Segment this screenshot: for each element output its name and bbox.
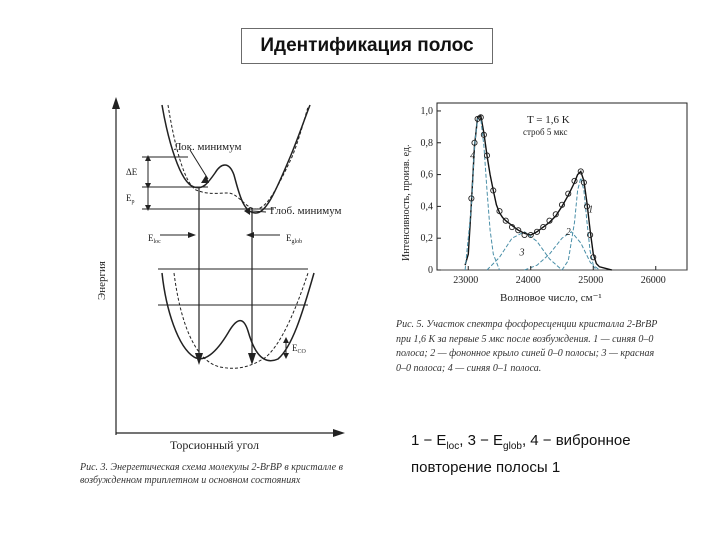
label-local-minimum: Лок. минимум xyxy=(174,141,242,153)
x-tick-label: 24000 xyxy=(515,275,541,286)
series-annotation-2: 2 xyxy=(565,227,571,239)
band-identification-note: $1 - E_{loc}$, $3 - E_{glob}$, 4 − вибронное повторение полосы 1 xyxy=(411,432,631,476)
y-tick-label: 0 xyxy=(428,265,433,276)
label-global-minimum: Глоб. минимум xyxy=(270,205,342,217)
figure3-caption: Рис. 3. Энергетическая схема молекулы 2-BrBP в кристалле в возбужденном триплетном и основном состояниях xyxy=(80,462,343,486)
label-e-co: $E_{CO}$ xyxy=(292,343,306,355)
y-tick-label: 0,2 xyxy=(420,233,433,245)
series-annotation-3: 3 xyxy=(519,247,525,259)
series-2-line xyxy=(525,232,597,270)
series-annotation-1: 1 xyxy=(588,204,594,216)
chart-ylabel: Интенсивность, произв. ед. xyxy=(401,144,412,261)
label-delta-e: ΔE xyxy=(126,167,138,177)
label-e-loc: $E_{loc}$ xyxy=(148,233,161,245)
energy-diagram xyxy=(80,95,385,460)
slide-title: Идентификация полос xyxy=(241,28,493,64)
series-annotation-4: 4 xyxy=(470,150,476,162)
x-tick-label: 26000 xyxy=(640,275,666,286)
legend-temperature: T = 1,6 K xyxy=(527,114,570,126)
label-e-p: $E_p$ xyxy=(126,193,135,205)
y-tick-label: 0,8 xyxy=(420,137,433,149)
y-tick-label: 1,0 xyxy=(420,105,433,117)
label-e-glob: $E_{glob}$ xyxy=(286,233,303,245)
y-tick-label: 0,4 xyxy=(420,201,433,213)
y-tick-label: 0,6 xyxy=(420,169,433,181)
spectrum-chart xyxy=(395,95,700,307)
energy-axis-label: Энергия xyxy=(96,261,108,300)
legend-gate: строб 5 мкс xyxy=(523,127,568,137)
x-tick-label: 25000 xyxy=(578,275,604,286)
torsion-axis-label: Торсионный угол xyxy=(170,438,259,452)
chart-xlabel: Волновое число, см⁻¹ xyxy=(500,292,602,304)
figure5-caption: Рис. 5. Участок спектра фосфоресценции кристалла 2-BrBP при 1,6 К за первые 5 мкс после возбуждения. 1 — синяя 0–0 полоса; 2 — фононное крыло синей 0–0 полосы; 3 — красная 0–0 полоса; 4 — синяя 0–1 полоса. xyxy=(396,319,658,374)
x-tick-label: 23000 xyxy=(453,275,479,286)
